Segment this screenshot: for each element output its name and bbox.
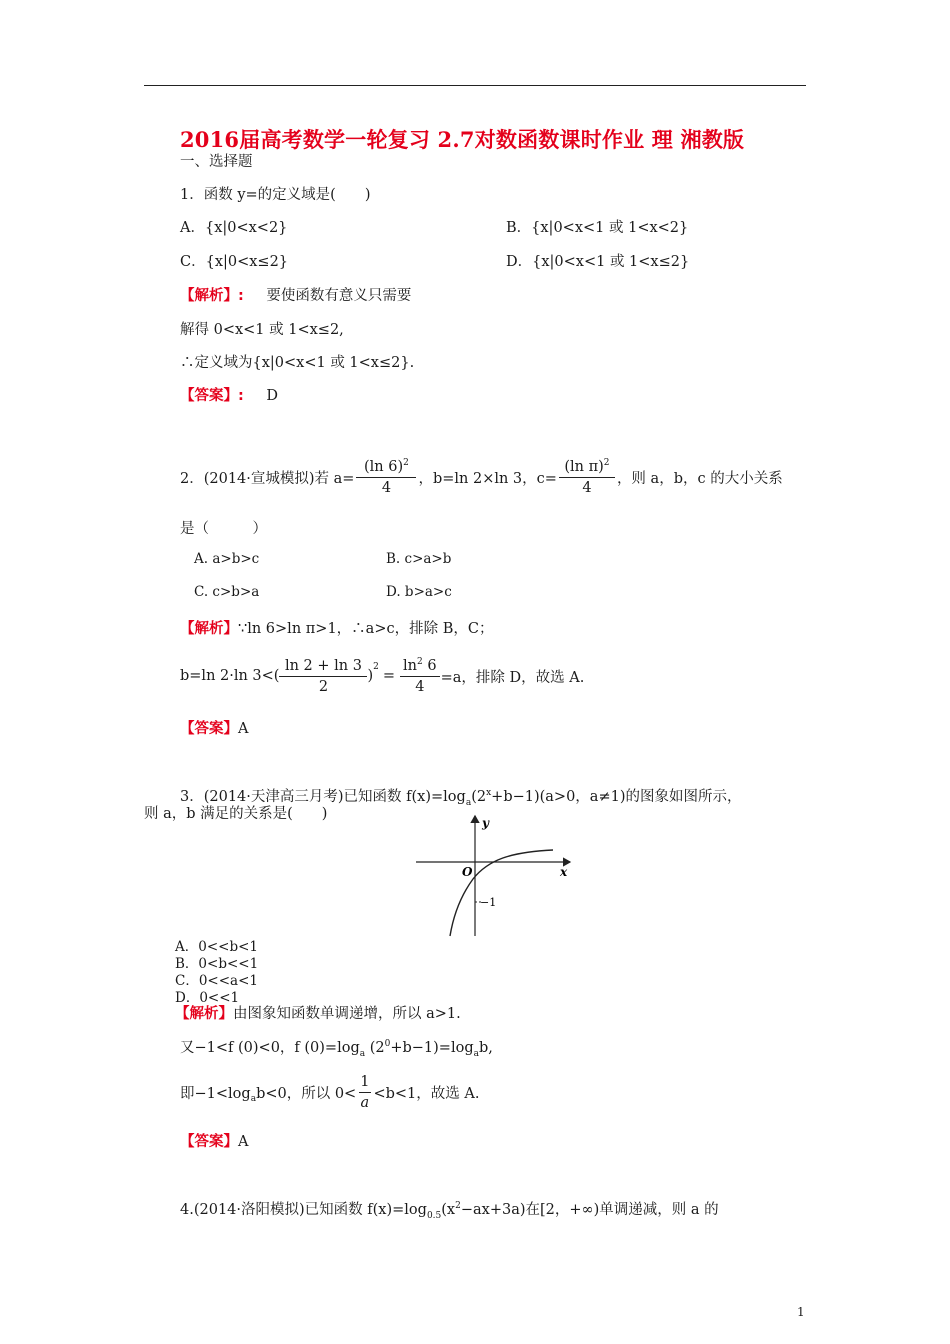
answer-tag: 【答案】: [180, 721, 238, 737]
page-number: 1: [797, 1305, 805, 1319]
answer-tag: 【答案】: [180, 1134, 238, 1150]
q2-analysis-fraction1: [279, 658, 367, 695]
analysis-tag: 【解析】: [180, 621, 238, 637]
q2-stem-mid: ，b=ln 2×ln 3，c=: [418, 470, 557, 487]
q3-analysis-line2: [180, 1036, 493, 1059]
q2-a-fraction: [356, 458, 416, 496]
q1-option-c: C．{x|0<x≤2}: [180, 254, 289, 270]
q4-stem-suffix: −ax+3a)在[2，+∞)单调递减，则 a 的: [460, 1202, 719, 1218]
q2-a-denominator: 4: [381, 479, 392, 496]
q2-c-numerator: (ln π): [564, 458, 604, 475]
q2-analysis-l2-prefix: b=ln 2·ln 3<(: [180, 668, 280, 684]
q2-analysis-exponent: 2: [373, 662, 379, 672]
document-title: 2016届高考数学一轮复习 2.7对数函数课时作业 理 湘教版: [180, 127, 745, 152]
header-rule: [144, 85, 806, 86]
analysis-tag: 【解析】:: [180, 288, 244, 304]
q3-al3-mid: b<0，所以 0<: [256, 1085, 357, 1102]
q2-stem-line2: 是（ ）: [180, 521, 267, 537]
q4-stem-mid: (x: [441, 1202, 456, 1218]
q4-stem-prefix: 4.(2014·洛阳模拟)已知函数 f(x)=log: [180, 1202, 427, 1218]
q3-stem-sub: a: [465, 797, 472, 808]
q1-stem: 1．函数 y=的定义域是( ): [180, 187, 371, 203]
q2-option-d: D. b>a>c: [386, 584, 452, 600]
q2-analysis-l2-suffix: =a，排除 D，故选 A.: [440, 669, 585, 686]
q2-analysis-fraction2: [399, 657, 441, 695]
q2-analysis-fraction2-sup: 2: [417, 657, 423, 668]
q3-answer: [180, 1130, 248, 1151]
q2-a-numerator: (ln 6): [364, 458, 404, 475]
q1-answer: [180, 384, 278, 405]
q2-stem: [180, 452, 783, 502]
q3-analysis-fraction-num: 1: [360, 1073, 370, 1090]
q3-stem-part1: 3．(2014·天津高三月考)已知函数 f(x)=log: [180, 789, 466, 805]
q3-stem-line2: 则 a，b 满足的关系是( ): [144, 806, 328, 822]
q2-analysis-fraction2-den: 4: [415, 678, 425, 695]
q2-analysis-fraction1-den: 2: [318, 678, 329, 695]
origin-label: O: [462, 865, 473, 879]
q1-domain-line: ∴定义域为{x|0<x<1 或 1<x≤2}.: [180, 355, 415, 371]
q3-option-c: C．0<<a<1: [175, 973, 258, 989]
q4-stem: [180, 1198, 719, 1221]
q1-analysis-text: 要使函数有意义只需要: [266, 288, 412, 304]
q2-analysis: [180, 617, 493, 638]
q3-al2-part2: (2: [365, 1040, 385, 1056]
q3-stem-sup: x: [486, 788, 492, 799]
q4-stem-sup: 2: [455, 1201, 461, 1212]
q3-analysis-line3: [180, 1068, 479, 1116]
x-axis-label: x: [560, 865, 568, 879]
q3-function-graph: [410, 812, 576, 938]
q1-solution-line: 解得 0<x<1 或 1<x≤2,: [180, 322, 344, 338]
q3-al3-sub: a: [250, 1094, 257, 1104]
q3-al2-part3: +b−1)=log: [390, 1040, 474, 1056]
tick-label: −1: [480, 896, 497, 909]
q2-stem-prefix: 2．(2014·宣城模拟)若 a=: [180, 470, 355, 487]
q3-al3-prefix: 即−1<log: [180, 1085, 251, 1102]
q3-analysis: [175, 1002, 461, 1023]
q3-al2-sub: a: [359, 1048, 366, 1059]
q2-analysis-fraction1-num: ln 2 + ln 3: [284, 657, 362, 674]
q3-option-a: A．0<<b<1: [175, 939, 259, 955]
log-curve: [450, 850, 553, 936]
q2-answer: [180, 717, 248, 738]
q2-analysis-fraction2-rest: 6: [422, 657, 437, 674]
y-axis-label: y: [482, 816, 489, 830]
answer-tag: 【答案】:: [180, 388, 244, 404]
q3-analysis-fraction: [356, 1074, 373, 1111]
q2-c-denominator: 4: [582, 479, 592, 496]
q3-al2-part1: 又−1<f (0)<0，f (0)=log: [180, 1040, 360, 1056]
q1-option-d: D．{x|0<x<1 或 1<x≤2}: [506, 254, 690, 270]
q2-option-b: B. c>a>b: [386, 551, 452, 567]
q1-analysis: [180, 284, 411, 305]
q2-analysis-line1: ∵ln 6>ln π>1，∴a>c，排除 B，C；: [238, 621, 494, 637]
q3-analysis-line1: 由图象知函数单调递增，所以 a>1.: [233, 1006, 461, 1022]
q2-analysis-equals: =: [382, 668, 396, 684]
q2-stem-suffix: ，则 a，b，c 的大小关系: [616, 470, 783, 487]
q3-answer-value: A: [238, 1134, 249, 1150]
q1-option-b: B．{x|0<x<1 或 1<x<2}: [506, 220, 689, 236]
section-heading: 一、选择题: [180, 154, 253, 170]
q4-stem-sub: 0.5: [426, 1210, 442, 1221]
q2-c-fraction: [559, 458, 615, 496]
q3-option-d: D．0<<1: [175, 990, 240, 1006]
q2-a-exponent: 2: [403, 458, 409, 469]
q2-analysis-line2: b=ln 2·ln 3<( $\frac{\ln 2 + \ln 3}{2}$ ) $^2$ = $\frac{\ln^2 6}{4}$ =a，排除 D，故选 A.: [180, 657, 585, 695]
q3-al2-part4: b,: [478, 1040, 493, 1056]
q2-option-c: C. c>b>a: [194, 584, 260, 600]
q3-al3-suffix: <b<1，故选 A.: [373, 1085, 480, 1102]
analysis-tag: 【解析】: [175, 1006, 233, 1022]
q1-answer-value: D: [266, 388, 279, 404]
q1-option-a: A．{x|0<x<2}: [180, 220, 288, 236]
q3-stem-part3: +b−1)(a>0，a≠1)的图象如图所示，: [491, 789, 742, 805]
q2-analysis-fraction2-ln: ln: [403, 657, 418, 674]
q3-stem-part2: (2: [471, 789, 487, 805]
q3-al2-sub2: a: [473, 1048, 479, 1059]
q3-al2-sup: 0: [384, 1039, 391, 1050]
q2-answer-value: A: [238, 721, 249, 737]
q3-option-b: B．0<b<<1: [175, 956, 259, 972]
q3-analysis-fraction-den: a: [360, 1094, 370, 1111]
q2-c-exponent: 2: [603, 458, 610, 469]
q2-option-a: A. a>b>c: [194, 551, 260, 567]
